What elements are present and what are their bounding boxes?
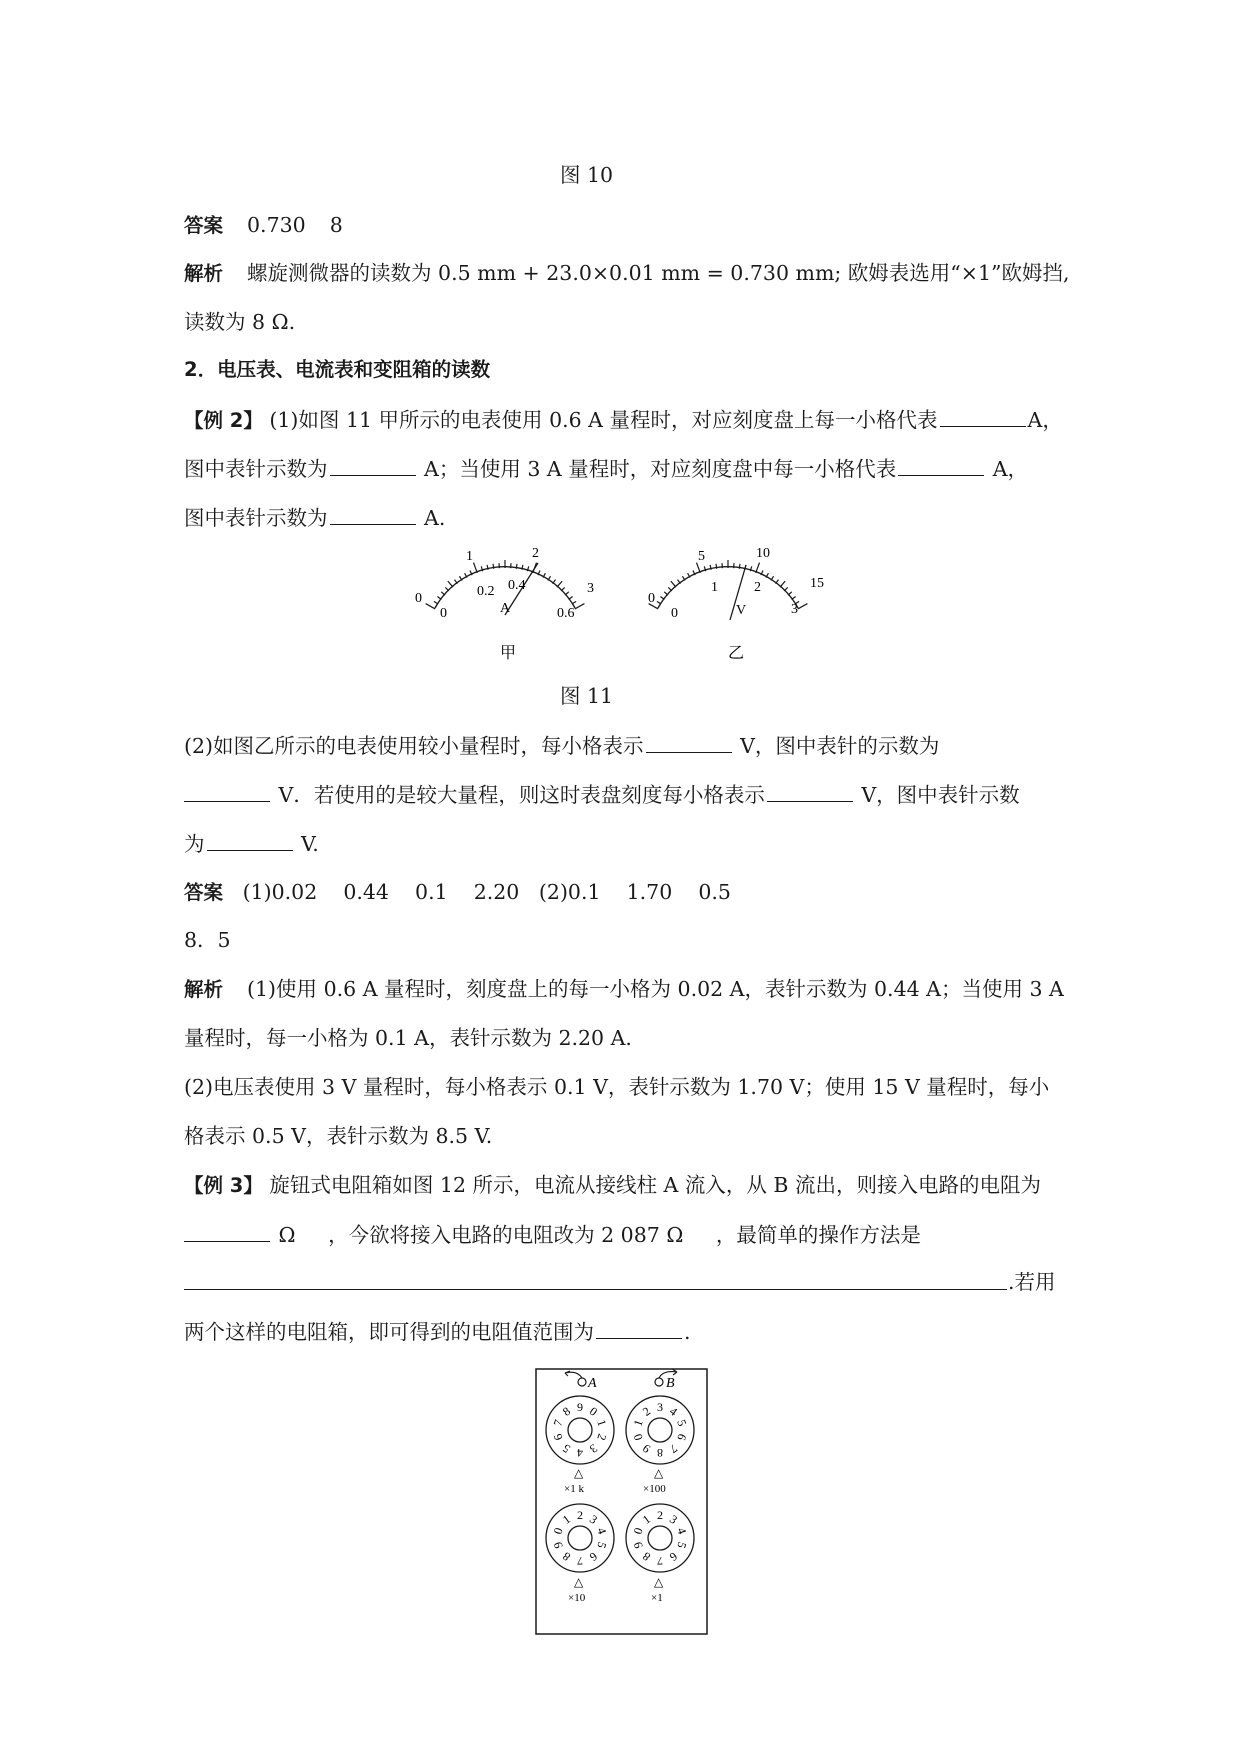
example-3-line4	[184, 1318, 691, 1345]
dial-digit: 7	[666, 1441, 681, 1457]
dial-digit: 5	[559, 1441, 574, 1457]
question-text: (2)如图乙所示的电表使用较小量程时，每小格表示	[184, 734, 644, 758]
answer-label: 答案	[184, 881, 224, 904]
meter-tick	[575, 604, 585, 609]
dial-1[interactable]	[626, 1504, 694, 1572]
answer-value: 0.730	[247, 213, 306, 237]
meter-tick	[739, 564, 740, 569]
answer-blank[interactable]	[898, 455, 984, 476]
explanation-text: (1)使用 0.6 A 量程时，刻度盘上的每一小格为 0.02 A，表针示数为 0.44 A；当使用 3 A	[247, 977, 1064, 1001]
dial-marker: △	[574, 1466, 584, 1480]
question-text: V，图中表针的示数为	[733, 734, 940, 758]
dial-digit: 0	[586, 1403, 601, 1419]
dial-digit: 4	[594, 1525, 610, 1536]
dial-digit: 6	[674, 1432, 690, 1443]
dial-1-multiplier: ×1	[651, 1592, 663, 1604]
dial-digit: 2	[594, 1432, 610, 1443]
dial-digit: 8	[639, 1549, 654, 1565]
question-text: 图中表针示数为	[184, 506, 328, 530]
question-text: 旋钮式电阻箱如图 12 所示，电流从接线柱 A 流入，从 B 流出，则接入电路的电阻为	[269, 1173, 1041, 1197]
answer-1	[184, 212, 343, 239]
meter-tick	[671, 581, 676, 587]
dial-digit: 6	[550, 1432, 566, 1443]
dial-digit: 5	[594, 1540, 610, 1551]
meter-caption: 甲	[500, 645, 517, 662]
tick-label: 1	[711, 580, 718, 595]
tick-label: 0	[415, 591, 422, 606]
section-heading: 2．电压表、电流表和变阻箱的读数	[184, 358, 491, 381]
example-2-line2	[184, 455, 1028, 482]
tick-label: 10	[756, 546, 770, 561]
dial-digit: 2	[639, 1403, 654, 1419]
dial-digit: 9	[639, 1441, 654, 1457]
tick-label: 0	[671, 606, 678, 621]
meter-tick	[516, 564, 517, 569]
dial-digit: 1	[594, 1417, 610, 1428]
dial-digit: 3	[586, 1511, 601, 1527]
answer-blank[interactable]	[767, 781, 853, 802]
tick-label: 0	[648, 591, 655, 606]
unit-label: V	[736, 603, 747, 618]
meter-tick	[493, 564, 494, 569]
answer-value: 8	[329, 213, 343, 237]
answer-label: 答案	[184, 214, 224, 237]
example-3-line1	[184, 1172, 1041, 1199]
answer-value: (1)0.02 0.44 0.1 2.20 (2)0.1 1.70 0.5	[242, 880, 731, 904]
example-2b-line3	[184, 830, 319, 857]
meters-figure	[400, 535, 860, 665]
explanation-1-line2: 读数为 8 Ω.	[184, 310, 296, 334]
answer-blank[interactable]	[184, 781, 270, 802]
question-text: A，	[1027, 408, 1063, 432]
example-3-line3: .若用	[1008, 1270, 1056, 1294]
dial-1k-multiplier: ×1 k	[564, 1483, 584, 1495]
dial-digit: 7	[550, 1417, 566, 1428]
tick-label: 3	[791, 602, 798, 617]
dial-marker: △	[654, 1575, 664, 1589]
question-text: A.	[417, 506, 446, 530]
dial-digit: 3	[666, 1511, 681, 1527]
dial-digit: 8	[559, 1549, 574, 1565]
example-2b-line2	[184, 781, 1020, 808]
explanation-2-line2: 量程时，每一小格为 0.1 A，表针示数为 2.20 A.	[184, 1026, 632, 1050]
example-2-line1	[184, 406, 1063, 434]
terminal-a	[578, 1378, 586, 1386]
voltmeter-dial	[648, 546, 824, 662]
dial-100[interactable]	[626, 1396, 694, 1464]
tick-label: 3	[587, 581, 594, 596]
example-3-line2	[184, 1221, 921, 1248]
dial-digit: 3	[657, 1400, 663, 1414]
fig11-caption: 图 11	[560, 684, 614, 708]
tick-label: 2	[532, 546, 539, 561]
tick-label: 0.6	[557, 606, 575, 621]
meter-tick	[798, 604, 808, 609]
dial-digit: 0	[550, 1525, 566, 1536]
terminal-a-label: A	[588, 1376, 597, 1391]
example-2b-line1	[184, 732, 939, 759]
dial-digit: 0	[630, 1525, 646, 1536]
question-text: .	[684, 1320, 691, 1344]
answer-blank[interactable]	[646, 732, 732, 753]
answer-blank[interactable]	[940, 406, 1026, 427]
dial-1k[interactable]	[546, 1396, 614, 1464]
meter-tick	[780, 581, 785, 587]
meter-tick	[696, 563, 700, 573]
meter-tick	[756, 563, 760, 573]
answer-2	[184, 879, 731, 906]
answer-blank-long[interactable]	[184, 1289, 1007, 1290]
meter-tick	[473, 563, 477, 573]
question-text: V．若使用的是较大量程，则这时表盘刻度每小格表示	[272, 783, 765, 807]
explanation-2-line4: 格表示 0.5 V，表针示数为 8.5 V.	[184, 1124, 493, 1148]
explanation-2-line3: (2)电压表使用 3 V 量程时，每小格表示 0.1 V，表针示数为 1.70 V；使用 15 V 量程时，每小	[184, 1075, 1050, 1099]
dial-10[interactable]	[546, 1504, 614, 1572]
example-tag: 【例 3】	[184, 1174, 263, 1197]
dial-digit: 4	[666, 1403, 681, 1419]
dial-digit: 4	[577, 1446, 583, 1460]
dial-digit: 5	[674, 1417, 690, 1428]
terminal-b	[655, 1378, 663, 1386]
meter-tick	[557, 581, 562, 587]
dial-digit: 9	[577, 1400, 583, 1414]
example-tag: 【例 2】	[184, 409, 263, 432]
ammeter-dial	[415, 546, 594, 662]
dial-digit: 5	[674, 1540, 690, 1551]
tick-label: 0	[440, 606, 447, 621]
question-text: (1)如图 11 甲所示的电表使用 0.6 A 量程时，对应刻度盘上每一小格代表	[269, 408, 938, 432]
dial-digit: 3	[586, 1441, 601, 1457]
question-text: Ω ，今欲将接入电路的电阻改为 2 087 Ω ，最简单的操作方法是	[272, 1223, 921, 1247]
answer-blank[interactable]	[330, 504, 416, 525]
tick-label: 0.2	[477, 584, 495, 599]
answer-blank[interactable]	[184, 1221, 270, 1242]
answer-blank[interactable]	[596, 1318, 682, 1339]
meter-tick	[716, 564, 717, 569]
dial-digit: 1	[639, 1511, 654, 1527]
question-text: 两个这样的电阻箱，即可得到的电阻值范围为	[184, 1320, 594, 1344]
tick-label: 5	[698, 549, 705, 564]
dial-digit: 9	[630, 1540, 646, 1551]
dial-digit: 1	[559, 1511, 574, 1527]
answer-2-continued: 8．5	[184, 928, 231, 952]
dial-100-multiplier: ×100	[643, 1483, 666, 1495]
question-text: V，图中表针示数	[854, 783, 1020, 807]
meter-caption: 乙	[728, 645, 745, 662]
dial-digit: 2	[577, 1508, 583, 1522]
question-text: V.	[294, 832, 319, 856]
answer-blank[interactable]	[330, 455, 416, 476]
dial-digit: 6	[666, 1549, 681, 1565]
tick-label: 15	[810, 576, 824, 591]
dial-digit: 7	[657, 1554, 663, 1568]
dial-marker: △	[654, 1466, 664, 1480]
terminal-b-label: B	[666, 1376, 675, 1391]
tick-label: 0.4	[508, 578, 526, 593]
meter-tick	[426, 604, 436, 609]
dial-marker: △	[574, 1575, 584, 1589]
dial-digit: 0	[630, 1432, 646, 1443]
meter-tick	[448, 581, 453, 587]
dial-digit: 2	[657, 1508, 663, 1522]
dial-digit: 8	[559, 1403, 574, 1419]
resistance-box-figure	[535, 1368, 711, 1638]
example-2-line3	[184, 504, 445, 531]
tick-label: 2	[754, 580, 761, 595]
explanation-label: 解析	[184, 978, 224, 1001]
dial-digit: 1	[630, 1417, 646, 1428]
fig10-caption: 图 10	[560, 163, 614, 187]
explanation-2-line1	[184, 976, 1064, 1003]
dial-10-multiplier: ×10	[568, 1592, 586, 1604]
explanation-label: 解析	[184, 262, 224, 285]
tick-label: 1	[466, 549, 473, 564]
question-text: A，	[986, 457, 1029, 481]
question-text: 为	[184, 832, 205, 856]
dial-digit: 9	[550, 1540, 566, 1551]
answer-blank[interactable]	[207, 830, 293, 851]
explanation-1-line1	[184, 260, 1070, 287]
explanation-text: 螺旋测微器的读数为 0.5 mm + 23.0×0.01 mm = 0.730 mm; 欧姆表选用“×1”欧姆挡,	[247, 261, 1070, 285]
dial-digit: 6	[586, 1549, 601, 1565]
unit-label: A	[500, 601, 511, 616]
dial-digit: 7	[577, 1554, 583, 1568]
question-text: A；当使用 3 A 量程时，对应刻度盘中每一小格代表	[417, 457, 897, 481]
question-text: 图中表针示数为	[184, 457, 328, 481]
dial-digit: 4	[674, 1525, 690, 1536]
dial-digit: 8	[657, 1446, 663, 1460]
